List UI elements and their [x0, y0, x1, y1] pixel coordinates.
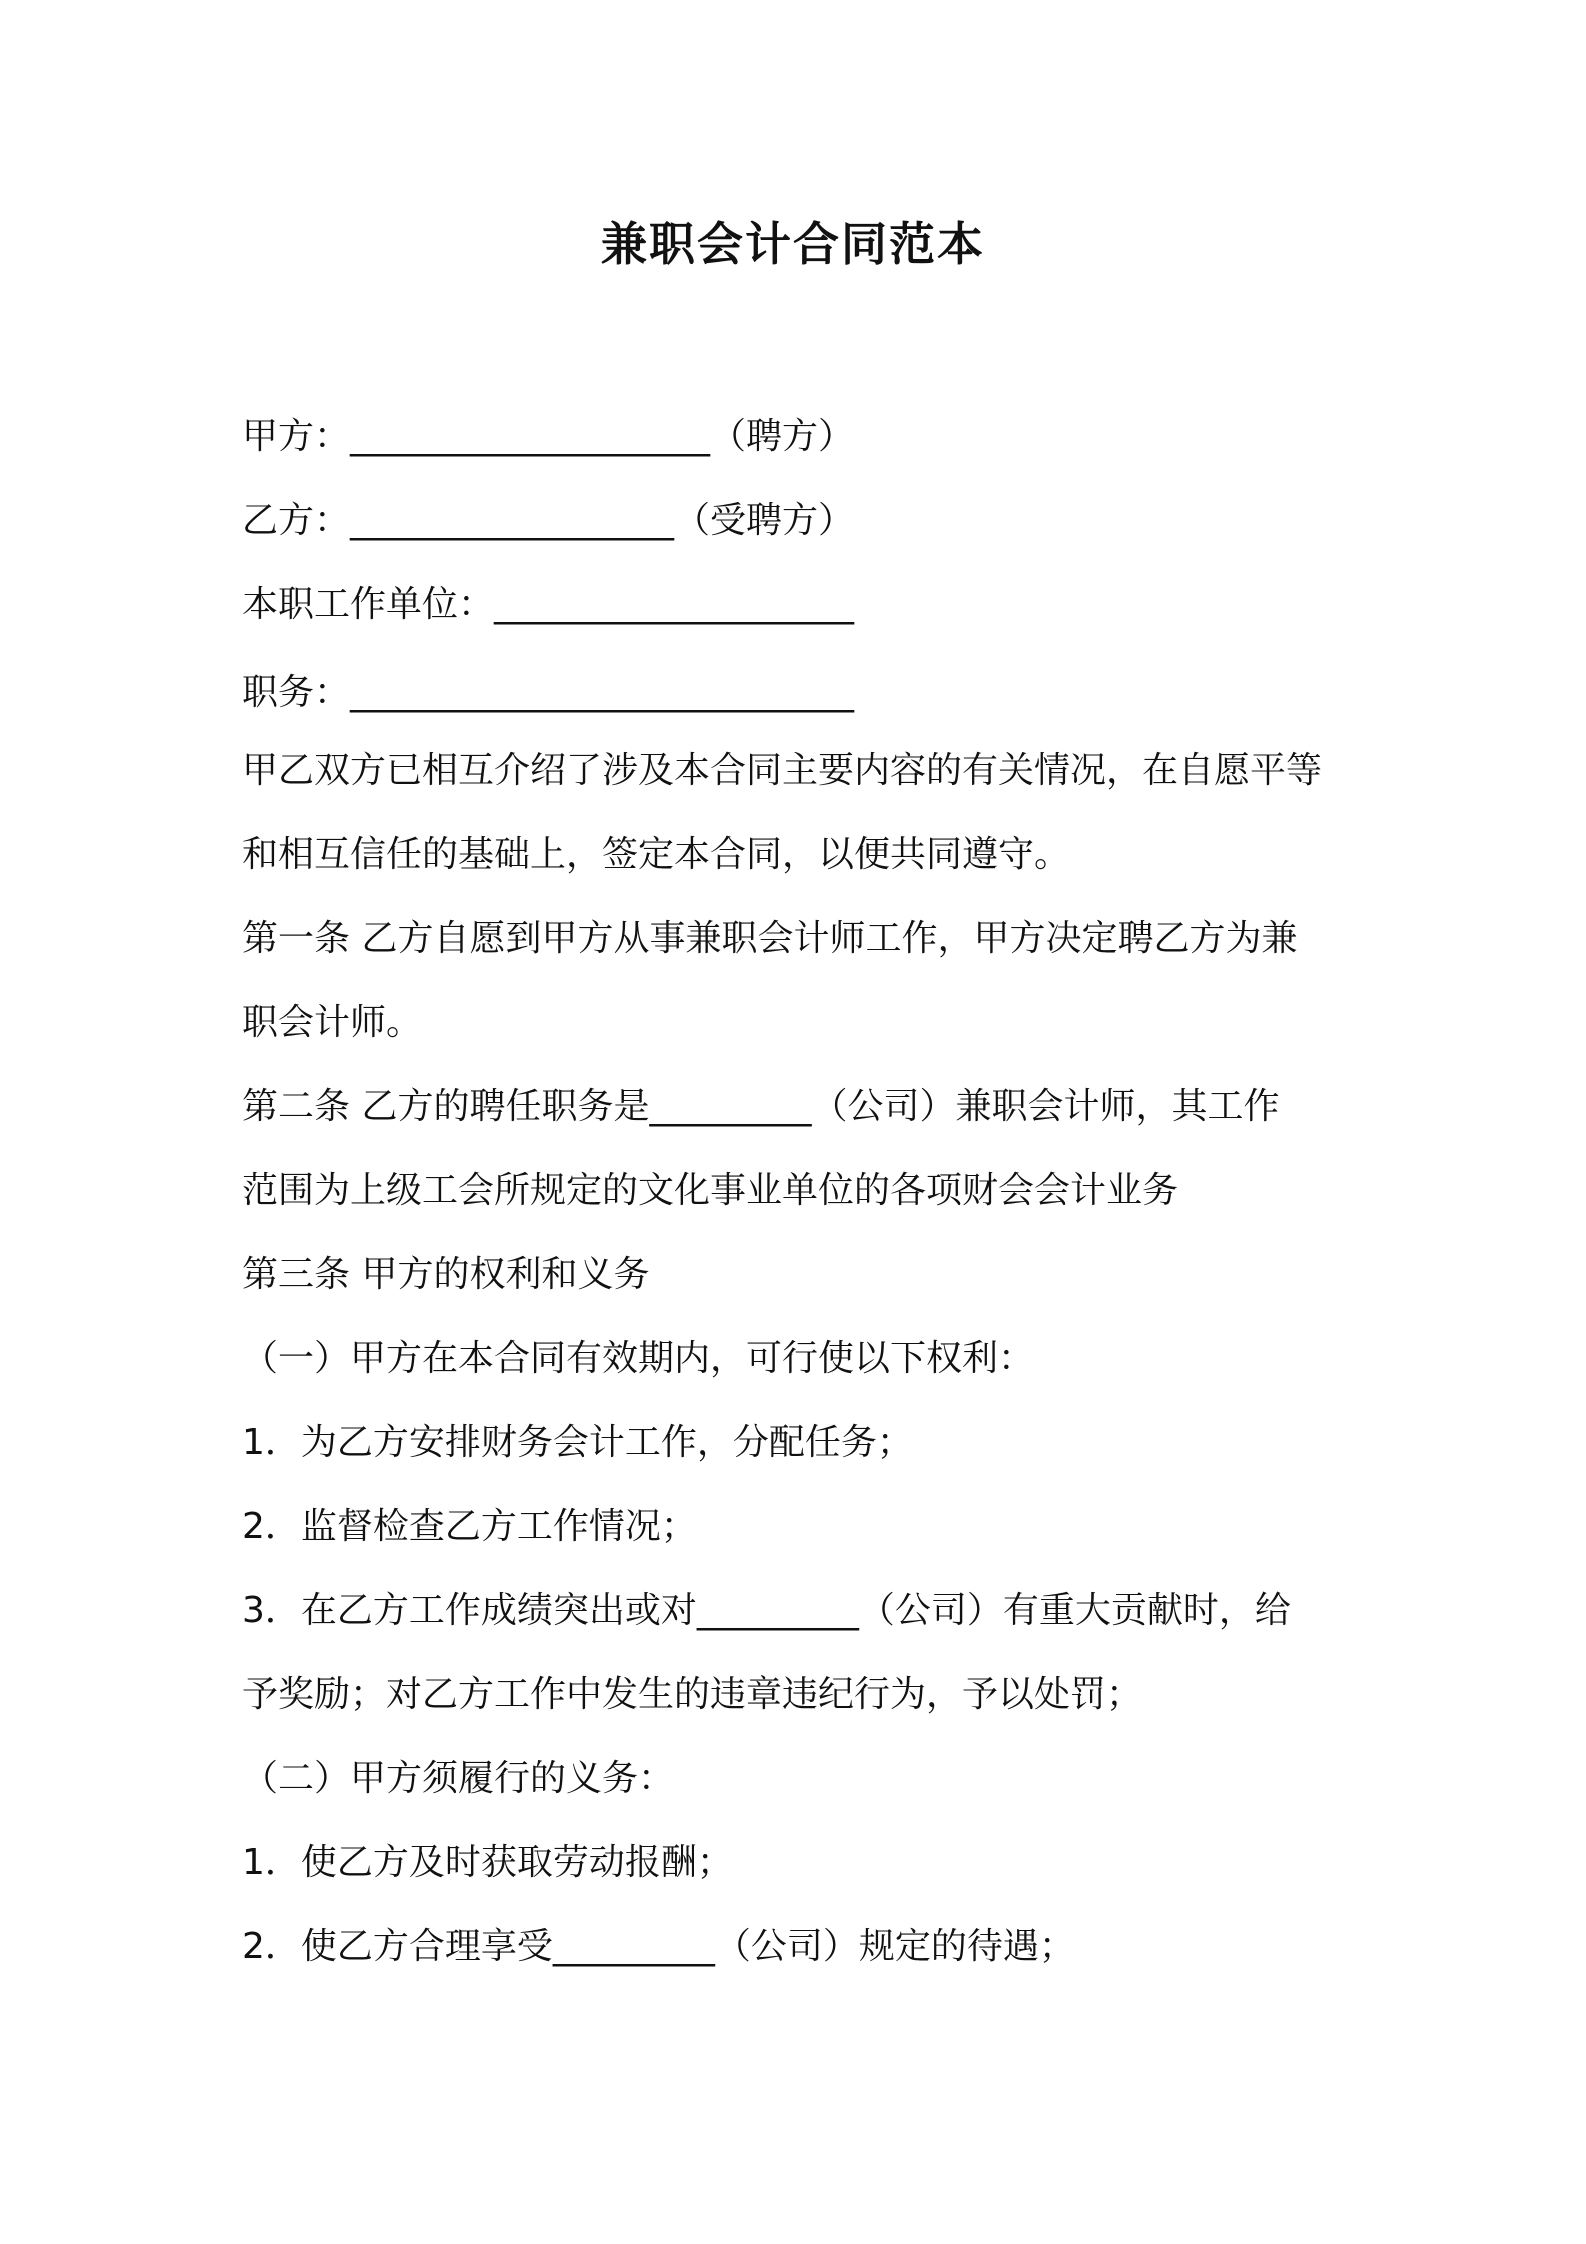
party-a-line: 甲方：____________________（聘方）	[242, 416, 855, 457]
preamble-line-1: 甲乙双方已相互介绍了涉及本合同主要内容的有关情况，在自愿平等	[242, 750, 1323, 791]
right-item-2: 2．监督检查乙方工作情况；	[242, 1506, 697, 1547]
duty-item-1: 1．使乙方及时获取劳动报酬；	[242, 1842, 733, 1883]
party-b-line: 乙方：__________________（受聘方）	[242, 500, 855, 541]
right-item-3-line-2: 予奖励；对乙方工作中发生的违章违纪行为，予以处罚；	[242, 1674, 1143, 1715]
employer-unit-line: 本职工作单位：____________________	[242, 584, 855, 625]
article-2-line-2: 范围为上级工会所规定的文化事业单位的各项财会会计业务	[242, 1170, 1179, 1211]
article-1-line-1: 第一条 乙方自愿到甲方从事兼职会计师工作，甲方决定聘乙方为兼	[242, 918, 1298, 959]
document-title: 兼职会计合同范本	[601, 217, 985, 271]
section-2-heading: （二）甲方须履行的义务：	[242, 1758, 675, 1799]
duty-item-2: 2．使乙方合理享受_________（公司）规定的待遇；	[242, 1926, 1075, 1967]
article-3-heading: 第三条 甲方的权利和义务	[242, 1254, 650, 1295]
position-line: 职务：____________________________	[242, 672, 855, 713]
right-item-1: 1．为乙方安排财务会计工作，分配任务；	[242, 1422, 913, 1463]
preamble-line-2: 和相互信任的基础上，签定本合同，以便共同遵守。	[242, 834, 1071, 875]
right-item-3-line-1: 3．在乙方工作成绩突出或对_________（公司）有重大贡献时，给	[242, 1590, 1291, 1631]
article-2-line-1: 第二条 乙方的聘任职务是_________（公司）兼职会计师，其工作	[242, 1086, 1280, 1127]
article-1-line-2: 职会计师。	[242, 1002, 423, 1043]
section-1-heading: （一）甲方在本合同有效期内，可行使以下权利：	[242, 1338, 1035, 1379]
